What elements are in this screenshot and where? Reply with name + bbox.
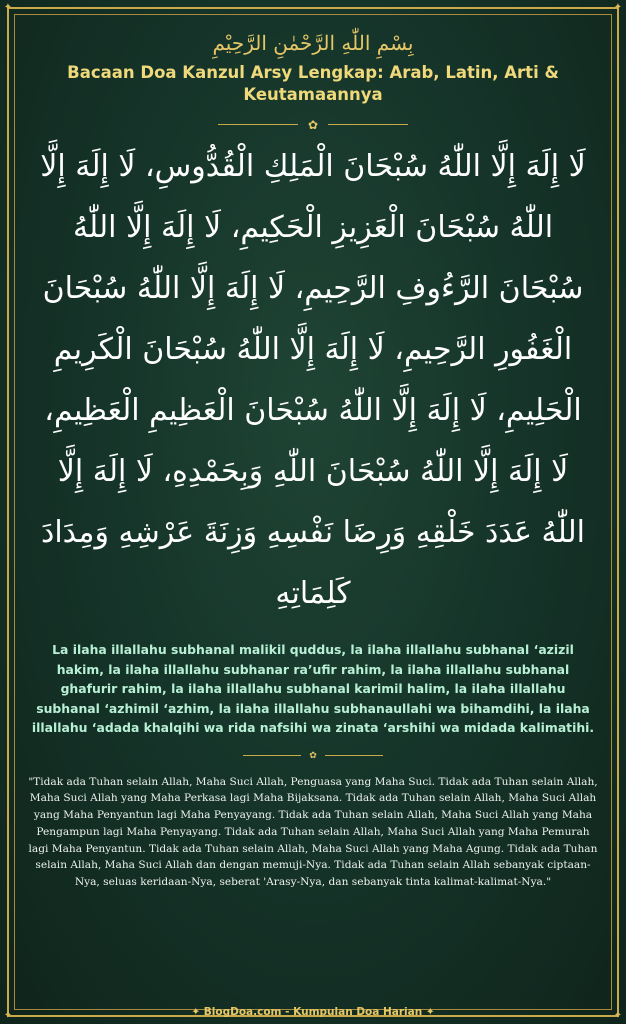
content — [20, 22, 606, 1002]
divider-line — [325, 755, 383, 756]
translation-text: "Tidak ada Tuhan selain Allah, Maha Suci Allah, Penguasa yang Maha Suci. Tidak ada Tuhan selain Allah, Maha Suci Allah yang Maha Perkasa lagi Maha Bijaksana. Tidak ada Tuhan selain Allah, Maha Suci Allah yang Maha Penyantun lagi Maha Penyayang. Tidak ada Tuhan selain Allah, Maha Suci Allah yang Maha Pengampun lagi Maha Penyayang. Tidak ada Tuhan selain Allah, Maha Suci Allah yang Maha Pemurah lagi Maha Penyantun. Tidak ada Tuhan selain Allah, Maha Suci Allah yang Maha Agung. Tidak ada Tuhan selain Allah, Maha Suci Allah dan dengan memuji-Nya. Tidak ada Tuhan selain Allah sebanyak ciptaan-Nya, seluas keridaan-Nya, seberat 'Arasy-Nya, dan sebanyak tinta kalimat-kalimat-Nya." — [28, 775, 598, 889]
latin-transliteration: La ilaha illallahu subhanal malikil quddus, la ilaha illallahu subhanal ‘azizil hakim, la ilaha illallahu subhanar ra’ufir rahim, la ilaha illallahu subhanal ghafurir rahim, la ilaha illallahu subhanal karimil halim, la ilaha illallahu subhanal ‘azhimil ‘azhim, la ilaha illallahu subhanaullahi wa bihamdihi, la ilaha illallahu ‘adada khalqihi wa rida nafsihi wa zinata ‘arshihi wa midada kalimatihi. — [31, 642, 595, 735]
divider-middle — [243, 750, 383, 762]
flower-ornament-icon: ✿ — [307, 118, 319, 132]
divider-line — [328, 124, 408, 125]
page-title: Bacaan Doa Kanzul Arsy Lengkap: Arab, Latin, Arti & Keutamaannya — [67, 63, 559, 104]
divider-line — [243, 755, 301, 756]
arabic-prayer-text: لَا إِلَهَ إِلَّا اللّٰهُ سُبْحَانَ الْمَلِكِ الْقُدُّوسِ، لَا إِلَهَ إِلَّا اللّٰهُ سُبْحَانَ الْعَزِيزِ الْحَكِيمِ، لَا إِلَهَ إِلَّا اللّٰهُ سُبْحَانَ الرَّءُوفِ الرَّحِيمِ، لَا إِلَهَ إِلَّا اللّٰهُ سُبْحَانَ الْغَفُورِ الرَّحِيمِ، لَا إِلَهَ إِلَّا اللّٰهُ سُبْحَانَ الْكَرِيمِ الْحَلِيمِ، لَا إِلَهَ إِلَّا اللّٰهُ سُبْحَانَ الْعَظِيمِ الْعَظِيمِ، لَا إِلَهَ إِلَّا اللّٰهُ سُبْحَانَ اللّٰهِ وَبِحَمْدِهِ، لَا إِلَهَ إِلَّا اللّٰهُ عَدَدَ خَلْقِهِ وَرِضَا نَفْسِهِ وَزِنَةَ عَرْشِهِ وَمِدَادَ كَلِمَاتِهِ — [40, 149, 586, 611]
corner-ornament-icon: ✦ — [3, 2, 13, 13]
corner-ornament-icon: ✦ — [613, 2, 623, 13]
divider-top — [218, 118, 408, 132]
corner-ornament-icon: ✦ — [613, 1010, 623, 1021]
basmala: بِسْمِ اللّٰهِ الرَّحْمٰنِ الرَّحِيْمِ — [212, 31, 414, 55]
flower-ornament-icon: ✿ — [309, 750, 317, 761]
footer-credit: ✦ BlogDoa.com - Kumpulan Doa Harian ✦ — [191, 1006, 435, 1018]
divider-line — [218, 124, 298, 125]
corner-ornament-icon: ✦ — [3, 1010, 13, 1021]
